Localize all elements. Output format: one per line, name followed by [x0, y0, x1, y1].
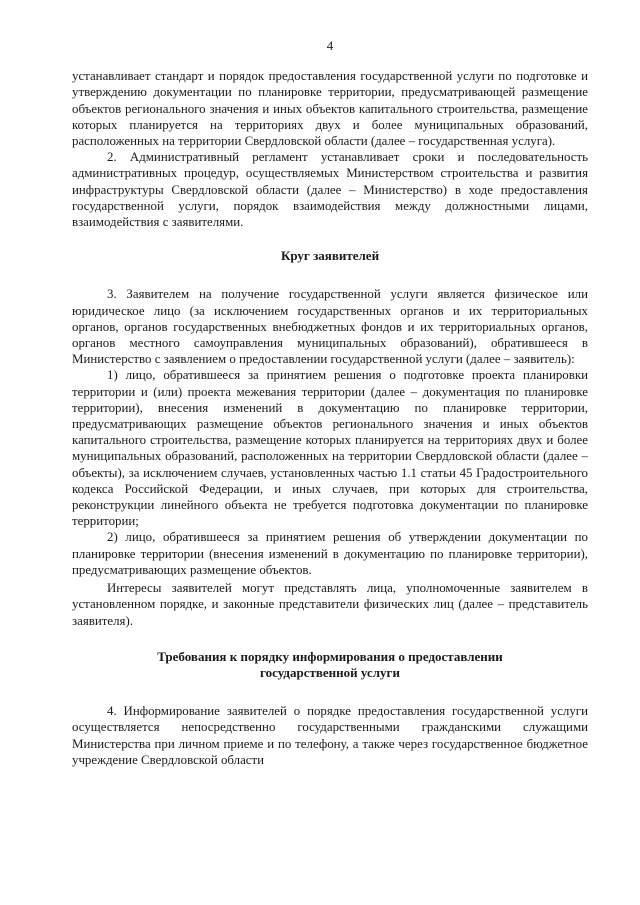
paragraph-3: 3. Заявителем на получение государственной услуги является физическое или юридическое лицо (за исключением государственных органов и их территориальных органов, органов государственных внебюджетных фондов и их территориальных органов, органов местного самоуправления муниципальных образований), обратившееся в Министерство с заявлением о предоставлении государственной услуги (далее – заявитель): — [72, 287, 588, 367]
document-page — [72, 38, 588, 768]
page-number: 4 — [326, 38, 334, 53]
heading-informing: Требования к порядку информирования о предоставлении государственной услуги — [157, 648, 503, 680]
list-item-2: 2) лицо, обратившееся за принятием решения об утверждении документации по планировке территории (внесения изменений в документацию по планировке территории), предусматривающих размещение объектов. — [72, 530, 588, 577]
heading-applicants: Круг заявителей — [280, 248, 380, 264]
paragraph-continuation: устанавливает стандарт и порядок предоставления государственной услуги по подготовке и утверждению документации по планировке территории, предусматривающей размещение объектов регионального значения и иных объектов капитального строительства, размещение которых планируется на территориях двух и более муниципальных образований, расположенных на территории Свердловской области (далее – государственная услуга). — [72, 69, 588, 149]
paragraph-4: 4. Информирование заявителей о порядке предоставления государственной услуги осуществляется непосредственно государственными гражданскими служащими Министерства при личном приеме и по телефону, а также через государственное бюджетное учреждение Свердловской области — [72, 704, 588, 767]
list-item-1: 1) лицо, обратившееся за принятием решения о подготовке проекта планировки территории и (или) проекта межевания территории (далее – документация по планировке территории), внесения изменений в документацию по планировке территории, предусматривающих размещение объектов регионального значения и иных объектов капитального строительства, размещение которых планируется на территориях двух и более муниципальных образований, расположенных на территории Свердловской области (далее – объекты), за исключением случаев, установленных частью 1.1 статьи 45 Градостроительного кодекса Российской Федерации, и иных случаев, при которых для строительства, реконструкции линейного объекта не требуется подготовка документации по планировке территории; — [72, 368, 588, 529]
paragraph-representatives: Интересы заявителей могут представлять лица, уполномоченные заявителем в установленном порядке, и законные представители физических лиц (далее – представитель заявителя). — [72, 581, 588, 628]
paragraph-2: 2. Административный регламент устанавливает сроки и последовательность административных процедур, осуществляемых Министерством строительства и развития инфраструктуры Свердловской области (далее – Министерство) в ходе предоставления государственной услуги, порядок взаимодействия между должностными лицами, взаимодействия с заявителями. — [72, 150, 588, 230]
